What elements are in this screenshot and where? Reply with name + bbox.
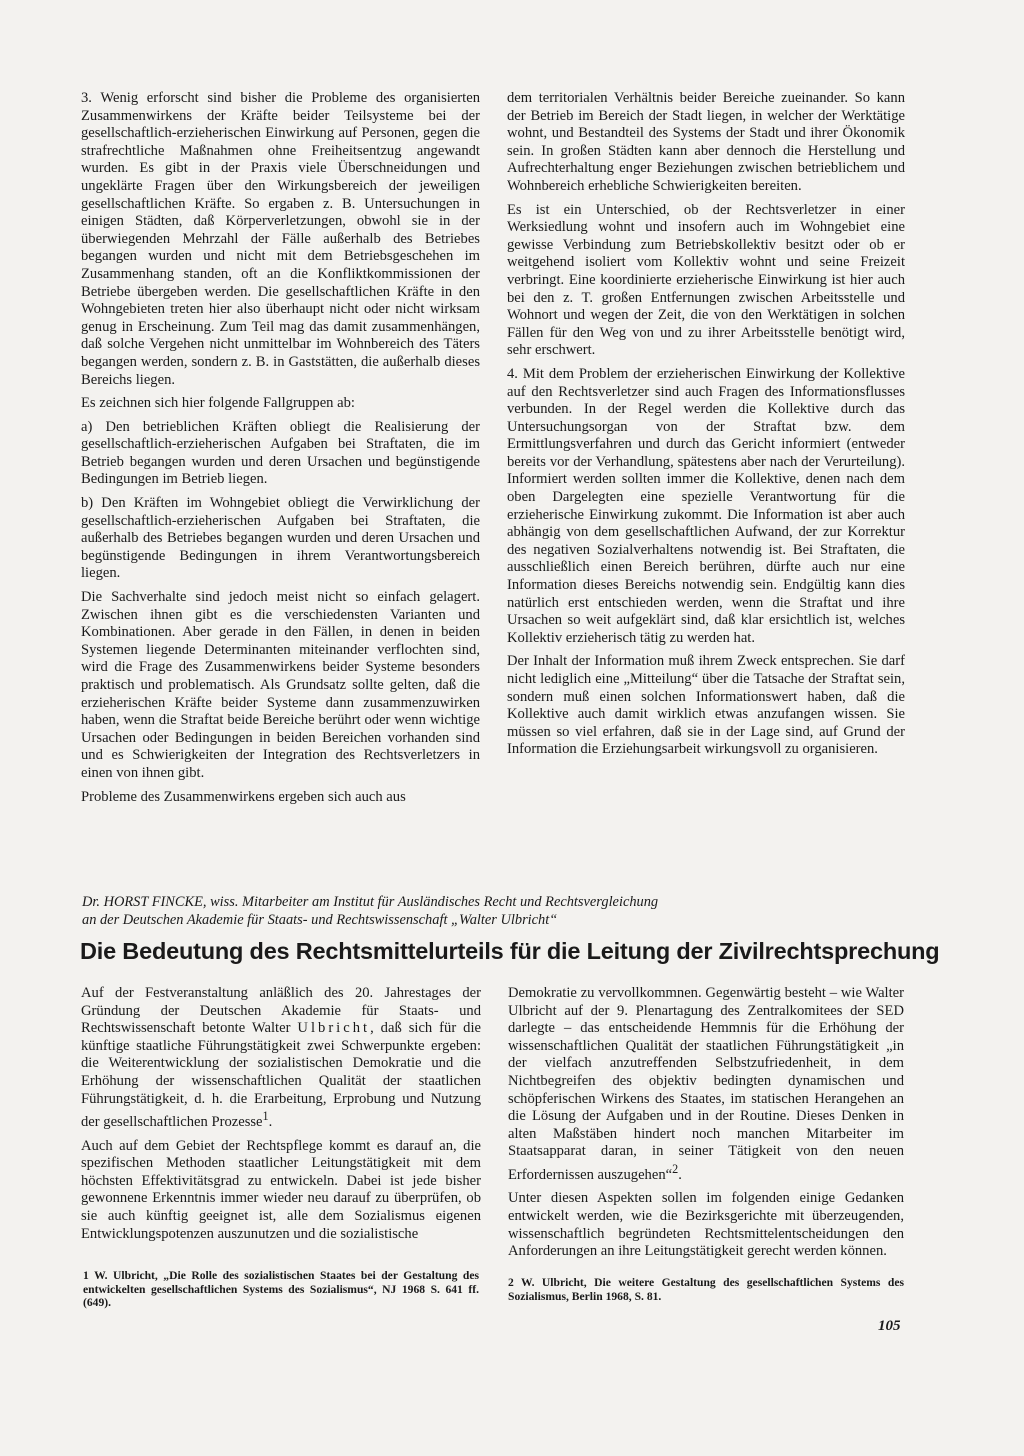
paragraph: Probleme des Zusammenwirkens ergeben sich auch aus	[81, 788, 406, 805]
paragraph: b) Den Kräften im Wohngebiet obliegt die Verwirklichung der gesellschaftlich-erzieherischen Aufgaben bei Straftaten, die außerhalb des Betriebes begangen wurden und deren Ursachen und begünstigende Bedingungen in ihrem Verantwortungsbereich liegen.	[81, 495, 480, 582]
upper-right-column	[507, 90, 905, 765]
page-number: 105	[878, 1318, 901, 1334]
byline-line: Dr. HORST FINCKE, wiss. Mitarbeiter am Institut für Ausländisches Recht und Rechtsvergleichung	[82, 894, 659, 910]
paragraph: Die Sachverhalte sind jedoch meist nicht so einfach gelagert. Zwischen ihnen gibt es die verschiedensten Varianten und Kombinationen. Aber gerade in den Fällen, in denen in beiden Systemen liegende Determinanten miteinander verflochten sind, wird die Frage des Zusammenwirkens beider Systeme besonders praktisch und problematisch. Als Grundsatz sollte gelten, daß die erzieherischen Kräfte beider Systeme dann zusammenzuwirken haben, wenn die Straftat beide Bereiche berührt oder wenn wichtige Ursachen oder Bedingungen in beiden Bereichen vorhanden sind und es Schwierigkeiten der Integration des Rechtsverletzers in einen von ihnen gibt.	[81, 589, 480, 781]
author-byline	[82, 893, 902, 929]
paragraph: Der Inhalt der Information muß ihrem Zweck entsprechen. Sie darf nicht lediglich eine „Mitteilung“ über die Tatsache der Straftat sein, sondern muß einen solchen Informationswert haben, daß die Kollektive auch damit wirklich etwas anzufangen wissen. Sie müssen so viel erfahren, daß sie in der Lage sind, auf Grund der Information die Erziehungsarbeit wirkungsvoll zu organisieren.	[507, 653, 905, 758]
text-run: Demokratie zu vervollkommnen. Gegenwärtig besteht – wie Walter Ulbricht auf der 9. Plenartagung des Zentralkomitees der SED darlegte – das entscheidende Hemmnis für die Erhöhung der wissenschaftlichen Qualität der staatlichen Führungstätigkeit „in der vielfach anzutreffenden Selbstzufriedenheit, in dem Nichtbegreifen des objektiv bedingten dynamischen und schöpferischen Wirkens des Staates, im statischen Herangehen an die Lösung der Aufgaben und in der Routine. Dieses Denken in alten Maßstäben hindert noch manchen Mitarbeiter im Staatsapparat daran, in seiner Tätigkeit von den neuen Erfordernissen auszugehen“	[508, 985, 904, 1183]
spaced-name: Ulbricht	[297, 1020, 371, 1037]
paragraph: Es ist ein Unterschied, ob der Rechtsverletzer in einer Werksiedlung wohnt und insofern auch im Wohngebiet eine gewisse Verbindung zum Betriebskollektiv besitzt oder ob er weitgehend isoliert vom Kollektiv wohnt und seine Freizeit verbringt. Eine koordinierte erzieherische Einwirkung ist hier auch bei den z. T. großen Entfernungen zwischen Arbeitsstelle und Wohnort und wegen der Zeit, die von den Werktätigen in solchen Fällen für den Weg von und zu ihrer Arbeitsstelle benötigt wird, sehr erschwert.	[507, 201, 905, 359]
text-run: .	[678, 1166, 682, 1183]
paragraph	[508, 985, 904, 1184]
article-left-column	[81, 985, 481, 1243]
text-run: .	[268, 1114, 273, 1131]
footnote-ref: 2	[672, 1161, 679, 1176]
upper-left-column	[81, 90, 480, 806]
footnote-ref: 1	[262, 1109, 269, 1124]
paragraph: a) Den betrieblichen Kräften obliegt die Realisierung der gesellschaftlich-erzieherischen Aufgaben bei Straftaten, die im Betrieb begangen wurden und deren Ursachen und begünstigende Bedingungen im Betrieb liegen.	[81, 418, 480, 488]
paragraph: 4. Mit dem Problem der erzieherischen Einwirkung der Kollektive auf den Rechtsverletzer sind auch Fragen des Informationsflusses verbunden. In der Regel werden die Kollektive durch das Untersuchungsorgan von der Straftat bzw. dem Ermittlungsverfahren und durch das Gericht informiert (entweder bereits vor der Verhandlung, spätestens aber nach der Verurteilung). Informiert werden sollten immer die Kollektive, denen nach dem oben Dargelegten eine spezielle Verantwortung für die erzieherische Einwirkung zukommt. Die Information ist aber auch abhängig von dem gesellschaftlichen Aufwand, der zur Korrektur des negativen Sozialverhaltens notwendig ist. Bei Straftaten, die ausschließlich einen Bereich berühren, dürfte auch nur eine Information dieses Bereichs notwendig sein. Endgültig kann dies natürlich erst entschieden werden, wenn die Straftat und ihre Ursachen so weit aufgeklärt sind, daß klar ersichtlich ist, welches Kollektiv erzieherisch tätig zu werden hat.	[507, 365, 905, 646]
paragraph: Auch auf dem Gebiet der Rechtspflege kommt es darauf an, die spezifischen Methoden staatlicher Leitungstätigkeit mit dem höchsten Effektivitätsgrad zu entwickeln. Dabei ist jede bisher gewonnene Erkenntnis immer wieder neu darauf zu überprüfen, ob sie auch künftig geeignet ist, alle dem Sozialismus eigenen Entwicklungspotenzen auszunutzen und die sozialistische	[81, 1137, 481, 1242]
paragraph: Unter diesen Aspekten sollen im folgenden einige Gedanken entwickelt werden, wie die Bezirksgerichte mit überzeugenden, wissenschaftlich begründeten Rechtsmittelentscheidungen den Anforderungen an ihre Leitungstätigkeit gerecht werden können.	[508, 1190, 904, 1260]
byline-line: an der Deutschen Akademie für Staats- und Rechtswissenschaft „Walter Ulbricht“	[82, 912, 558, 928]
paragraph	[81, 985, 481, 1132]
article-right-column	[508, 985, 904, 1261]
footnote-1: 1 W. Ulbricht, „Die Rolle des sozialistischen Staates bei der Gestaltung des entwickelten gesellschaftlichen Systems des Sozialismus“, NJ 1968 S. 641 ff. (649).	[83, 1269, 479, 1309]
text-run: , daß sich für die künftige staatliche Führungstätigkeit zwei Schwerpunkte ergeben: die Weiterentwicklung der sozialistischen Demokratie und die Erhöhung der wissenschaftlichen Qualität der staatlichen Führungstätigkeit, d. h. die Erarbeitung, Erprobung und Nutzung der gesellschaftlichen Prozesse	[81, 1020, 481, 1131]
text-run: Auf der Festveranstaltung anläßlich des 20. Jahrestages der Gründung der Deutschen Akademie für Staats- und Rechtswissenschaft betonte Walter	[81, 985, 481, 1037]
paragraph: dem territorialen Verhältnis beider Bereiche zueinander. So kann der Betrieb im Bereich der Stadt liegen, in welcher der Werktätige wohnt, und Bestandteil des Systems der Stadt und ihrer Ökonomik sein. In großen Städten kann aber dennoch die Herstellung und Aufrechterhaltung enger Beziehungen zwischen betrieblichem und Wohnbereich erhebliche Schwierigkeiten bereiten.	[507, 90, 905, 194]
article-title: Die Bedeutung des Rechtsmittelurteils für die Leitung der Zivilrechtsprechung	[80, 938, 940, 964]
paragraph: Es zeichnen sich hier folgende Fallgruppen ab:	[81, 395, 355, 412]
paragraph: 3. Wenig erforscht sind bisher die Probleme des organisierten Zusammenwirkens der Kräfte beider Teilsysteme bei der gesellschaftlich-erzieherischen Einwirkung auf Personen, gegen die strafrechtliche Maßnahmen ohne Freiheitsentzug angewandt wurden. Es gibt in der Praxis viele Überschneidungen und ungeklärte Fragen über den Wirkungsbereich der jeweiligen gesellschaftlichen Kräfte. So ergaben z. B. Untersuchungen in einigen Städten, daß Körperverletzungen, obwohl sie in der überwiegenden Mehrzahl der Fälle außerhalb des Betriebes begangen wurden und nicht mit dem Betriebsgeschehen im Zusammenhang standen, oft an die Konfliktkommissionen der Betriebe übergeben werden. Die gesellschaftlichen Kräfte in den Wohngebieten treten hier also überhaupt nicht oder nicht wirksam genug in Erscheinung. Zum Teil mag das damit zusammenhängen, daß solche Vergehen nicht unmittelbar im Wohnbereich des Täters begangen werden, sondern z. B. in Gaststätten, die außerhalb dieses Bereichs liegen.	[81, 90, 480, 388]
footnote-2: 2 W. Ulbricht, Die weitere Gestaltung des gesellschaftlichen Systems des Sozialismus, Berlin 1968, S. 81.	[508, 1276, 904, 1303]
